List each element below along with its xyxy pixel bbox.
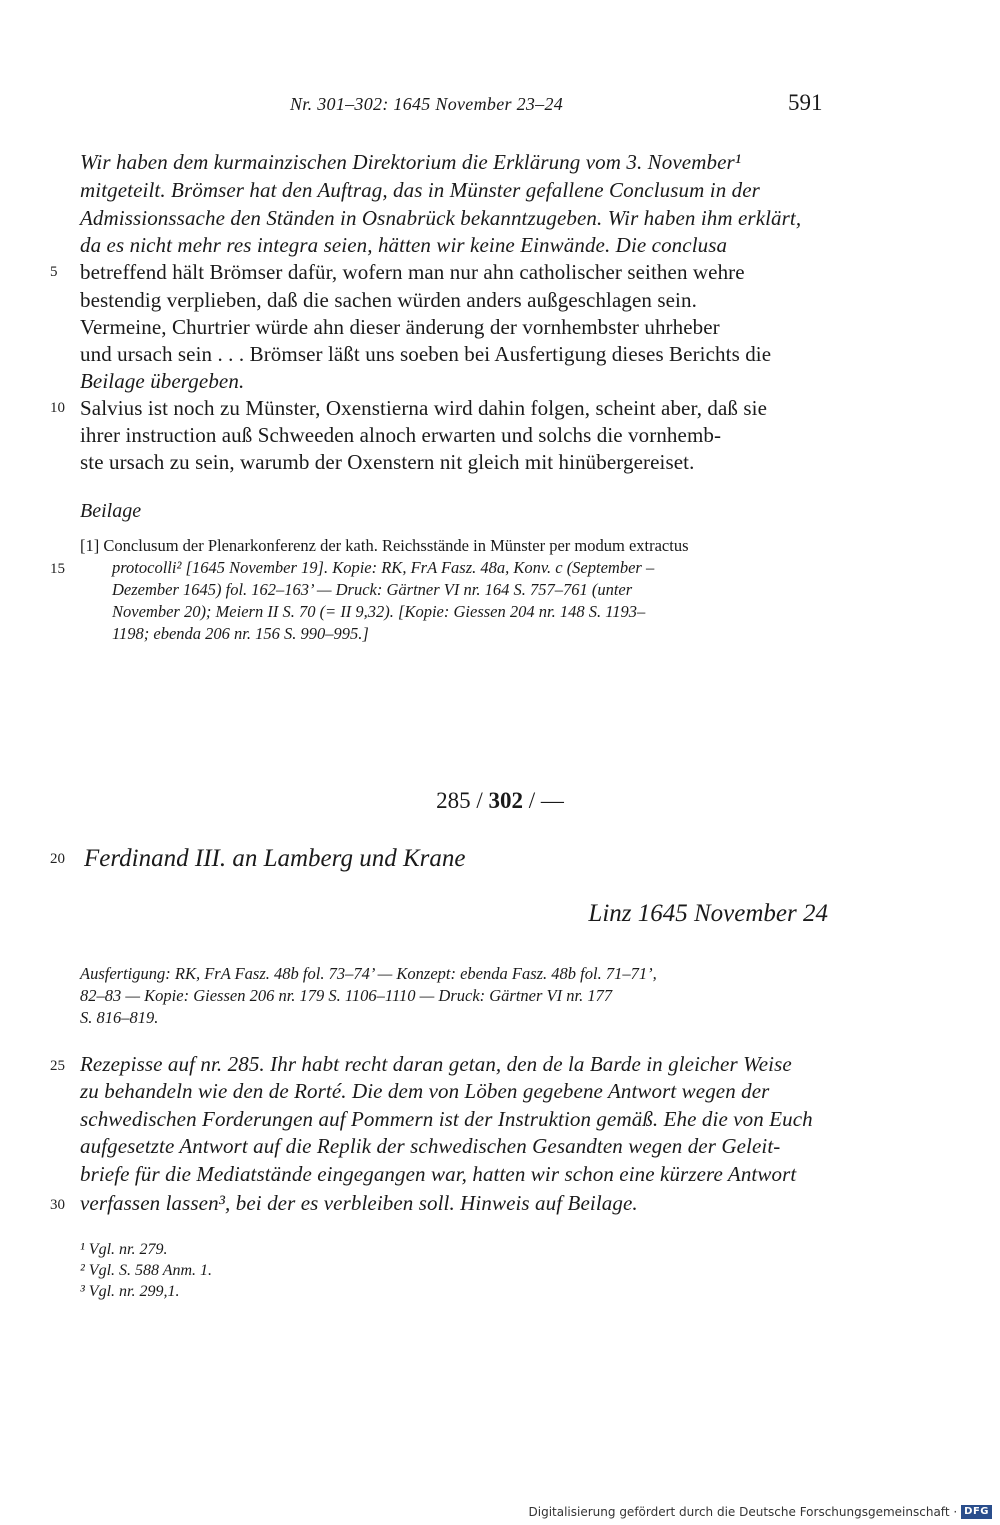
document-number bbox=[0, 788, 1000, 814]
dfg-credit-bar bbox=[529, 1503, 992, 1521]
source-line: S. 816–819. bbox=[80, 1008, 159, 1027]
text-line: Wir haben dem kurmainzischen Direktorium die Erklärung vom 3. November¹ bbox=[80, 150, 742, 174]
document-place-date: Linz 1645 November 24 bbox=[588, 900, 828, 927]
text-line: Admissionssache den Ständen in Osnabrück bekanntzugeben. Wir haben ihm erklärt, bbox=[80, 206, 802, 230]
line-number: 20 bbox=[50, 851, 65, 867]
footnote: ³ Vgl. nr. 299,1. bbox=[80, 1283, 180, 1300]
document-number-main: 302 bbox=[488, 788, 523, 813]
text-line: mitgeteilt. Brömser hat den Auftrag, das in Münster gefallene Conclusum in der bbox=[80, 178, 760, 202]
note-line: [1] Conclusum der Plenarkonferenz der kath. Reichsstände in Münster per modum extractus bbox=[80, 536, 689, 555]
text-line: betreffend hält Brömser dafür, wofern man nur ahn catholischer seithen wehre bbox=[80, 260, 745, 284]
page-number: 591 bbox=[788, 90, 823, 115]
text-line: da es nicht mehr res integra seien, hätten wir keine Einwände. Die conclusa bbox=[80, 233, 728, 257]
note-line: protocolli² [1645 November 19]. Kopie: RK, FrA Fasz. 48a, Konv. c (September – bbox=[112, 558, 655, 577]
note-line: November 20); Meiern II S. 70 (= II 9,32). [Kopie: Giessen 204 nr. 148 S. 1193– bbox=[112, 602, 646, 621]
text-line: bestendig verplieben, daß die sachen würden anders außgeschlagen sein. bbox=[80, 288, 697, 312]
text-line: Salvius ist noch zu Münster, Oxenstierna wird dahin folgen, scheint aber, daß sie bbox=[80, 396, 768, 420]
document-number-separator: / bbox=[528, 788, 536, 813]
line-number: 5 bbox=[50, 264, 58, 280]
text-line: ste ursach zu sein, warumb der Oxenstern nit gleich mit hinübergereiset. bbox=[80, 450, 695, 474]
source-line: Ausfertigung: RK, FrA Fasz. 48b fol. 73–74’ — Konzept: ebenda Fasz. 48b fol. 71–71’, bbox=[80, 964, 657, 983]
line-number: 15 bbox=[50, 561, 65, 577]
dfg-logo: DFG bbox=[961, 1505, 992, 1519]
running-title: Nr. 301–302: 1645 November 23–24 bbox=[290, 94, 564, 114]
source-line: 82–83 — Kopie: Giessen 206 nr. 179 S. 1106–1110 — Druck: Gärtner VI nr. 177 bbox=[80, 986, 613, 1005]
text-line: briefe für die Mediatstände eingegangen war, hatten wir schon eine kürzere Antwort bbox=[80, 1162, 797, 1186]
document-sender: Ferdinand III. an Lamberg und Krane bbox=[84, 845, 466, 872]
document-number-separator: / bbox=[476, 788, 483, 813]
note-line: Dezember 1645) fol. 162–163’ — Druck: Gärtner VI nr. 164 S. 757–761 (unter bbox=[112, 580, 633, 599]
text-line: Rezepisse auf nr. 285. Ihr habt recht daran getan, den de la Barde in gleicher Weise bbox=[80, 1052, 792, 1076]
note-line: 1198; ebenda 206 nr. 156 S. 990–995.] bbox=[112, 624, 369, 643]
line-number: 10 bbox=[50, 400, 65, 416]
text-line: verfassen lassen³, bei der es verbleiben soll. Hinweis auf Beilage. bbox=[80, 1191, 638, 1215]
line-number: 30 bbox=[50, 1197, 65, 1213]
text-line: aufgesetzte Antwort auf die Replik der schwedischen Gesandten wegen der Geleit- bbox=[80, 1134, 781, 1158]
text-line: ihrer instruction auß Schweeden alnoch erwarten und solchs die vornhemb- bbox=[80, 423, 722, 447]
dfg-credit-text: Digitalisierung gefördert durch die Deutsche Forschungsgemeinschaft · bbox=[528, 1505, 958, 1519]
text-line: zu behandeln wie den de Rorté. Die dem von Löben gegebene Antwort wegen der bbox=[80, 1079, 770, 1103]
document-number-prev: 285 bbox=[436, 788, 471, 813]
document-number-next: — bbox=[540, 788, 564, 813]
text-line: und ursach sein . . . Brömser läßt uns soeben bei Ausfertigung dieses Berichts die bbox=[80, 342, 772, 366]
footnote: ¹ Vgl. nr. 279. bbox=[80, 1241, 168, 1258]
beilage-heading: Beilage bbox=[80, 500, 142, 522]
text-line: Vermeine, Churtrier würde ahn dieser änderung der vornhembster uhrheber bbox=[80, 315, 720, 339]
line-number: 25 bbox=[50, 1058, 65, 1074]
text-line: Beilage übergeben. bbox=[80, 369, 245, 393]
text-line: schwedischen Forderungen auf Pommern ist der Instruktion gemäß. Ehe die von Euch bbox=[80, 1107, 813, 1131]
footnote: ² Vgl. S. 588 Anm. 1. bbox=[80, 1262, 213, 1279]
